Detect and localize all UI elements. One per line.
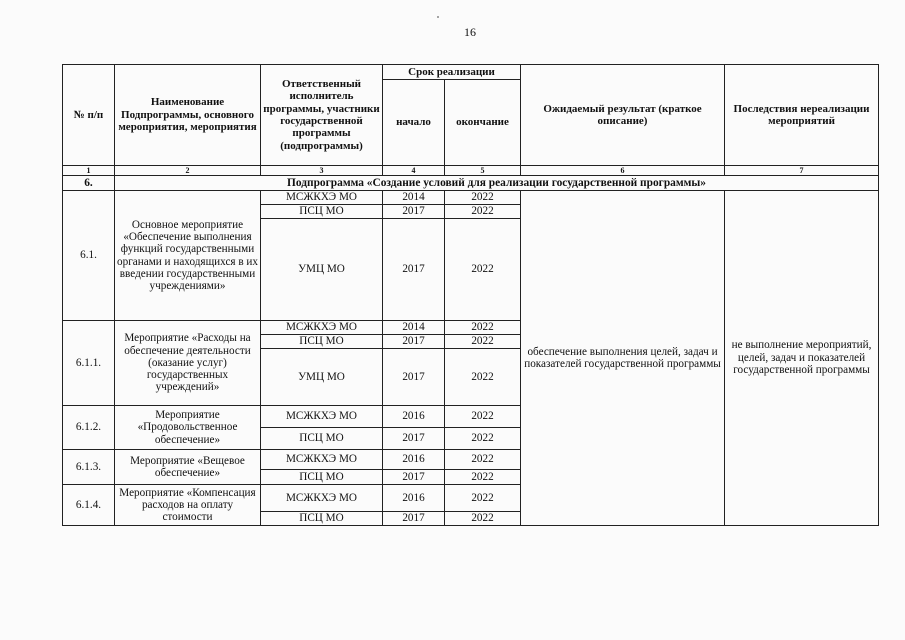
item-num: 6.1.3. xyxy=(63,450,115,485)
item-name: Мероприятие «Компенсация расходов на оплату стоимости xyxy=(115,485,261,526)
end-year-cell: 2022 xyxy=(445,349,521,406)
executor-cell: УМЦ МО xyxy=(261,349,383,406)
end-year-cell: 2022 xyxy=(445,485,521,512)
header-result: Ожидаемый результат (краткое описание) xyxy=(521,65,725,166)
section-row xyxy=(63,176,879,191)
start-year-cell: 2016 xyxy=(383,485,445,512)
executor-cell: УМЦ МО xyxy=(261,219,383,321)
end-year-cell: 2022 xyxy=(445,428,521,450)
column-number: 1 xyxy=(63,166,115,176)
header-consequences: Последствия нереализации мероприятий xyxy=(725,65,879,166)
item-name: Мероприятие «Вещевое обеспечение» xyxy=(115,450,261,485)
executor-cell: ПСЦ МО xyxy=(261,205,383,219)
column-number: 7 xyxy=(725,166,879,176)
column-number: 5 xyxy=(445,166,521,176)
executor-cell: МСЖКХЭ МО xyxy=(261,321,383,335)
section-num: 6. xyxy=(63,176,115,191)
column-number: 2 xyxy=(115,166,261,176)
section-title: Подпрограмма «Создание условий для реализации государственной программы» xyxy=(115,176,879,191)
executor-cell: ПСЦ МО xyxy=(261,470,383,485)
end-year-cell: 2022 xyxy=(445,205,521,219)
header-name: Наименование Подпрограммы, основного мероприятия, мероприятия xyxy=(115,65,261,166)
end-year-cell: 2022 xyxy=(445,321,521,335)
scan-speck xyxy=(437,16,439,18)
item-name: Основное мероприятие «Обеспечение выполнения функций государственными органами и находящихся в их введении государственными учреждениями» xyxy=(115,191,261,321)
start-year-cell: 2017 xyxy=(383,349,445,406)
executor-cell: ПСЦ МО xyxy=(261,428,383,450)
item-num: 6.1.1. xyxy=(63,321,115,406)
end-year-cell: 2022 xyxy=(445,335,521,349)
executor-cell: МСЖКХЭ МО xyxy=(261,191,383,205)
page-number: 16 xyxy=(464,25,476,39)
header-end: окончание xyxy=(445,80,521,166)
start-year-cell: 2017 xyxy=(383,335,445,349)
end-year-cell: 2022 xyxy=(445,191,521,205)
end-year-cell: 2022 xyxy=(445,470,521,485)
executor-cell: МСЖКХЭ МО xyxy=(261,450,383,470)
start-year-cell: 2017 xyxy=(383,205,445,219)
table-row xyxy=(63,191,879,205)
item-num: 6.1. xyxy=(63,191,115,321)
start-year-cell: 2017 xyxy=(383,470,445,485)
header-start: начало xyxy=(383,80,445,166)
consequences-cell: не выполнение мероприятий, целей, задач и показателей государственной программы xyxy=(725,191,879,526)
start-year-cell: 2014 xyxy=(383,191,445,205)
executor-cell: ПСЦ МО xyxy=(261,335,383,349)
column-number: 4 xyxy=(383,166,445,176)
program-table xyxy=(62,64,879,526)
header-num: № п/п xyxy=(63,65,115,166)
item-num: 6.1.4. xyxy=(63,485,115,526)
start-year-cell: 2016 xyxy=(383,406,445,428)
header-responsible: Ответственный исполнитель программы, участники государственной программы (подпрограммы) xyxy=(261,65,383,166)
executor-cell: МСЖКХЭ МО xyxy=(261,485,383,512)
item-name: Мероприятие «Расходы на обеспечение деятельности (оказание услуг) государственных учреждений» xyxy=(115,321,261,406)
item-name: Мероприятие «Продовольственное обеспечение» xyxy=(115,406,261,450)
end-year-cell: 2022 xyxy=(445,406,521,428)
start-year-cell: 2017 xyxy=(383,428,445,450)
start-year-cell: 2014 xyxy=(383,321,445,335)
end-year-cell: 2022 xyxy=(445,219,521,321)
header-period: Срок реализации xyxy=(383,65,521,80)
column-number: 3 xyxy=(261,166,383,176)
start-year-cell: 2017 xyxy=(383,512,445,526)
end-year-cell: 2022 xyxy=(445,450,521,470)
start-year-cell: 2017 xyxy=(383,219,445,321)
executor-cell: ПСЦ МО xyxy=(261,512,383,526)
end-year-cell: 2022 xyxy=(445,512,521,526)
item-num: 6.1.2. xyxy=(63,406,115,450)
start-year-cell: 2016 xyxy=(383,450,445,470)
column-number: 6 xyxy=(521,166,725,176)
executor-cell: МСЖКХЭ МО xyxy=(261,406,383,428)
column-number-row xyxy=(63,166,879,176)
expected-result-cell: обеспечение выполнения целей, задач и показателей государственной программы xyxy=(521,191,725,526)
